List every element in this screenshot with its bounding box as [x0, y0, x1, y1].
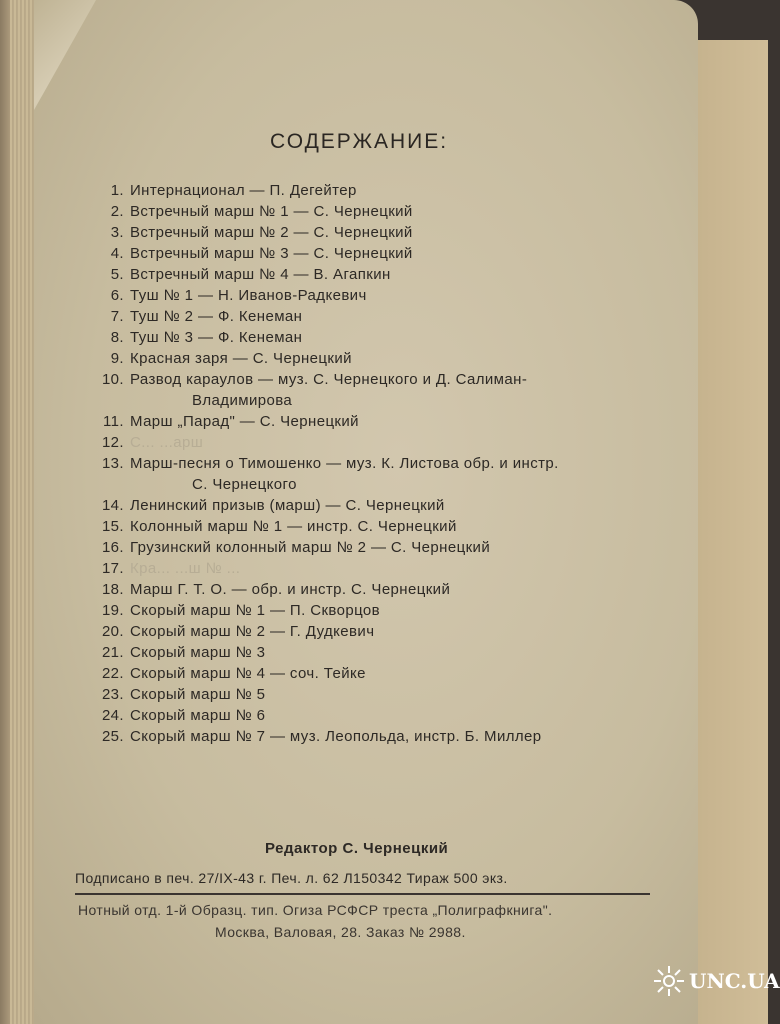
entry-number: 9. — [110, 350, 124, 367]
entry-number: 23. — [101, 686, 124, 703]
toc-entry — [80, 201, 680, 222]
entry-title: Скорый марш № 7 — муз. Леопольда, инстр. Б. Миллер — [130, 728, 542, 745]
toc-entry — [80, 705, 680, 726]
address-line: Москва, Валовая, 28. Заказ № 2988. — [215, 924, 466, 940]
entry-title: Встречный марш № 4 — В. Агапкин — [130, 266, 391, 283]
entry-title: С... ...арш — [130, 434, 204, 451]
entry-number: 15. — [101, 518, 124, 535]
entry-number: 6. — [110, 287, 124, 304]
entry-title: Ленинский призыв (марш) — С. Чернецкий — [130, 497, 445, 514]
entry-number: 19. — [101, 602, 124, 619]
toc-entry — [80, 327, 680, 348]
divider — [75, 893, 650, 895]
entry-title: Колонный марш № 1 — инстр. С. Чернецкий — [130, 518, 457, 535]
toc-entry — [80, 432, 680, 453]
print-details: Подписано в печ. 27/IX-43 г. Печ. л. 62 Л150342 Тираж 500 экз. — [75, 870, 508, 886]
entry-title: Интернационал — П. Дегейтер — [130, 182, 357, 199]
toc-entry — [80, 264, 680, 285]
sunburst-icon — [653, 965, 685, 997]
toc-entry — [80, 579, 680, 600]
entry-number: 16. — [101, 539, 124, 556]
entry-number: 25. — [101, 728, 124, 745]
entry-number: 7. — [110, 308, 124, 325]
entry-number: 18. — [101, 581, 124, 598]
entry-title: Скорый марш № 2 — Г. Дудкевич — [130, 623, 375, 640]
entry-title: Кра... ...ш № ... — [130, 560, 241, 577]
entry-number: 14. — [101, 497, 124, 514]
toc-entry — [80, 663, 680, 684]
entry-number: 12. — [101, 434, 124, 451]
entry-title: Встречный марш № 3 — С. Чернецкий — [130, 245, 413, 262]
entry-title: Туш № 1 — Н. Иванов-Радкевич — [130, 287, 367, 304]
toc-entry — [80, 537, 680, 558]
printer-line: Нотный отд. 1-й Образц. тип. Огиза РСФСР треста „Полиграфкнига". — [78, 902, 553, 918]
entry-number: 1. — [110, 182, 124, 199]
entry-number: 4. — [110, 245, 124, 262]
entry-title: Красная заря — С. Чернецкий — [130, 350, 352, 367]
entry-title: Скорый марш № 1 — П. Скворцов — [130, 602, 381, 619]
entry-continuation: С. Чернецкого — [192, 476, 297, 493]
entry-title: Туш № 3 — Ф. Кенеман — [130, 329, 303, 346]
entry-title: Развод караулов — муз. С. Чернецкого и Д. Салиман- — [130, 371, 528, 388]
toc-entry — [80, 369, 680, 411]
entry-number: 3. — [110, 224, 124, 241]
entry-title: Скорый марш № 4 — соч. Тейке — [130, 665, 366, 682]
entry-number: 11. — [103, 413, 124, 430]
contents-list — [80, 180, 680, 747]
entry-number: 17. — [101, 560, 124, 577]
toc-entry — [80, 726, 680, 747]
entry-title: Туш № 2 — Ф. Кенеман — [130, 308, 303, 325]
entry-title: Марш-песня о Тимошенко — муз. К. Листова обр. и инстр. — [130, 455, 559, 472]
toc-entry — [80, 222, 680, 243]
entry-number: 24. — [101, 707, 124, 724]
entry-number: 10. — [101, 371, 124, 388]
toc-entry — [80, 453, 680, 495]
entry-number: 21. — [101, 644, 124, 661]
entry-title: Скорый марш № 5 — [130, 686, 266, 703]
entry-title: Грузинский колонный марш № 2 — С. Чернецкий — [130, 539, 491, 556]
toc-entry — [80, 348, 680, 369]
toc-entry — [80, 285, 680, 306]
toc-entry — [80, 243, 680, 264]
toc-entry — [80, 411, 680, 432]
right-page — [690, 40, 768, 1024]
toc-entry — [80, 621, 680, 642]
toc-entry — [80, 495, 680, 516]
entry-number: 2. — [110, 203, 124, 220]
toc-entry — [80, 558, 680, 579]
entry-title: Скорый марш № 3 — [130, 644, 266, 661]
toc-entry — [80, 684, 680, 705]
toc-entry — [80, 600, 680, 621]
entry-title: Встречный марш № 1 — С. Чернецкий — [130, 203, 413, 220]
editor-line: Редактор С. Чернецкий — [265, 840, 449, 857]
entry-title: Встречный марш № 2 — С. Чернецкий — [130, 224, 413, 241]
toc-entry — [80, 180, 680, 201]
watermark — [653, 965, 780, 997]
entry-number: 8. — [110, 329, 124, 346]
watermark-text: UNC.UA — [689, 969, 780, 993]
entry-number: 20. — [101, 623, 124, 640]
toc-entry — [80, 306, 680, 327]
entry-number: 5. — [110, 266, 124, 283]
entry-number: 13. — [101, 455, 124, 472]
page-title: СОДЕРЖАНИЕ: — [270, 130, 449, 153]
entry-title: Марш Г. Т. О. — обр. и инстр. С. Чернецкий — [130, 581, 451, 598]
toc-entry — [80, 516, 680, 537]
entry-continuation: Владимирова — [192, 392, 293, 409]
entry-number: 22. — [101, 665, 124, 682]
entry-title: Марш „Парад" — С. Чернецкий — [130, 413, 359, 430]
toc-entry — [80, 642, 680, 663]
entry-title: Скорый марш № 6 — [130, 707, 266, 724]
